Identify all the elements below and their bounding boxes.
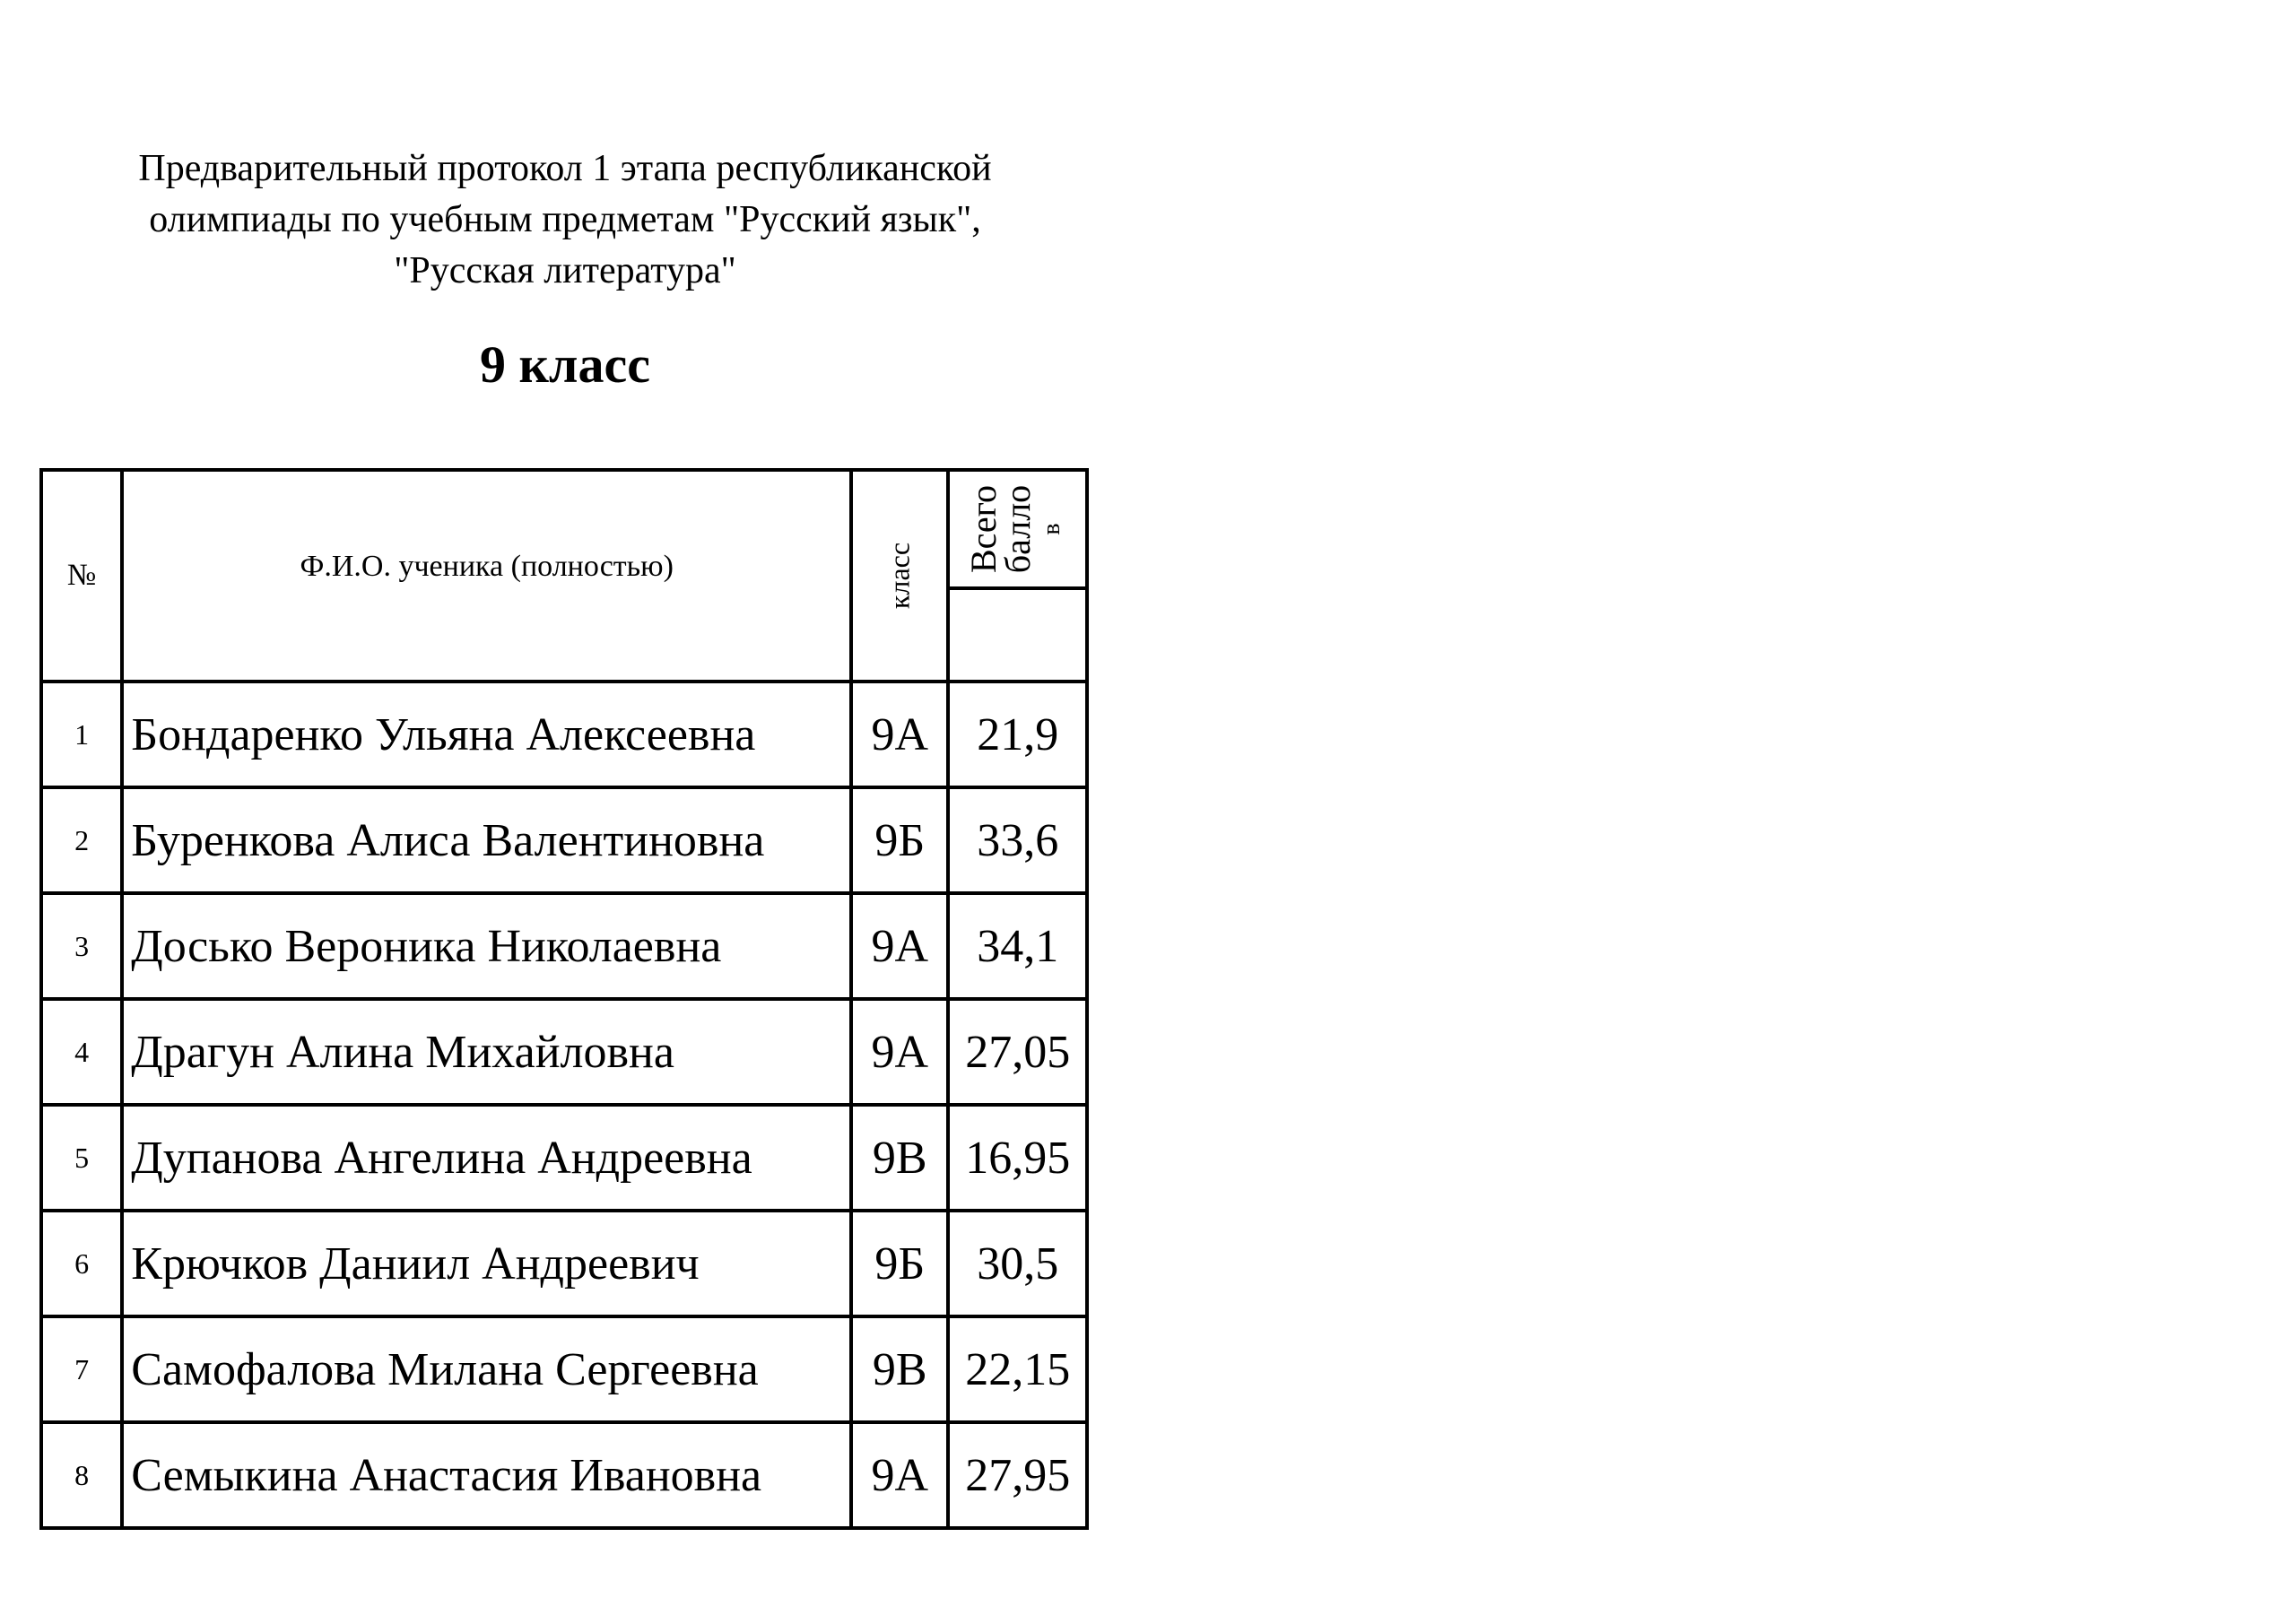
table-row (41, 682, 1087, 787)
table-row (41, 1211, 1087, 1316)
results-table (39, 468, 1089, 1530)
row-class: 9В (851, 1316, 948, 1422)
header-class (851, 470, 948, 682)
row-num: 7 (41, 1316, 122, 1422)
row-num: 4 (41, 999, 122, 1105)
row-score: 33,6 (948, 787, 1087, 893)
header-class-label: класс (883, 542, 916, 610)
row-name: Крючков Даниил Андреевич (122, 1211, 851, 1316)
row-class: 9А (851, 1422, 948, 1528)
row-name: Драгун Алина Михайловна (122, 999, 851, 1105)
row-name: Бондаренко Ульяна Алексеевна (122, 682, 851, 787)
row-num: 3 (41, 893, 122, 999)
row-class: 9Б (851, 1211, 948, 1316)
grade-heading: 9 класс (480, 335, 650, 394)
row-class: 9А (851, 893, 948, 999)
title-line-1: Предварительный протокол 1 этапа республиканской (138, 148, 992, 189)
row-num: 8 (41, 1422, 122, 1528)
row-name: Досько Вероника Николаевна (122, 893, 851, 999)
row-name: Самофалова Милана Сергеевна (122, 1316, 851, 1422)
row-num: 5 (41, 1105, 122, 1211)
header-score-line-3: в (1037, 523, 1065, 535)
header-score-line-2: балло (996, 484, 1038, 574)
header-name: Ф.И.О. ученика (полностью) (122, 470, 851, 682)
row-score: 27,05 (948, 999, 1087, 1105)
row-score: 21,9 (948, 682, 1087, 787)
row-class: 9А (851, 999, 948, 1105)
row-score: 30,5 (948, 1211, 1087, 1316)
table-row (41, 1316, 1087, 1422)
header-score-line-1: Всего (962, 484, 1004, 574)
header-score-empty (948, 588, 1087, 682)
row-num: 2 (41, 787, 122, 893)
table-row (41, 1105, 1087, 1211)
row-name: Семыкина Анастасия Ивановна (122, 1422, 851, 1528)
row-name: Буренкова Алиса Валентиновна (122, 787, 851, 893)
title-line-2: олимпиады по учебным предметам "Русский язык", (149, 199, 981, 240)
row-score: 34,1 (948, 893, 1087, 999)
table-row (41, 787, 1087, 893)
row-class: 9А (851, 682, 948, 787)
table-header-row (41, 470, 1087, 588)
header-num: № (41, 470, 122, 682)
title-line-3: "Русская литература" (394, 250, 736, 291)
row-class: 9В (851, 1105, 948, 1211)
row-class: 9Б (851, 787, 948, 893)
table-row (41, 1422, 1087, 1528)
row-score: 27,95 (948, 1422, 1087, 1528)
table-row (41, 999, 1087, 1105)
table-row (41, 893, 1087, 999)
row-num: 6 (41, 1211, 122, 1316)
row-score: 16,95 (948, 1105, 1087, 1211)
row-score: 22,15 (948, 1316, 1087, 1422)
document-title (36, 143, 1094, 297)
header-score-label (962, 473, 1069, 585)
row-name: Дупанова Ангелина Андреевна (122, 1105, 851, 1211)
header-score (948, 470, 1087, 588)
row-num: 1 (41, 682, 122, 787)
